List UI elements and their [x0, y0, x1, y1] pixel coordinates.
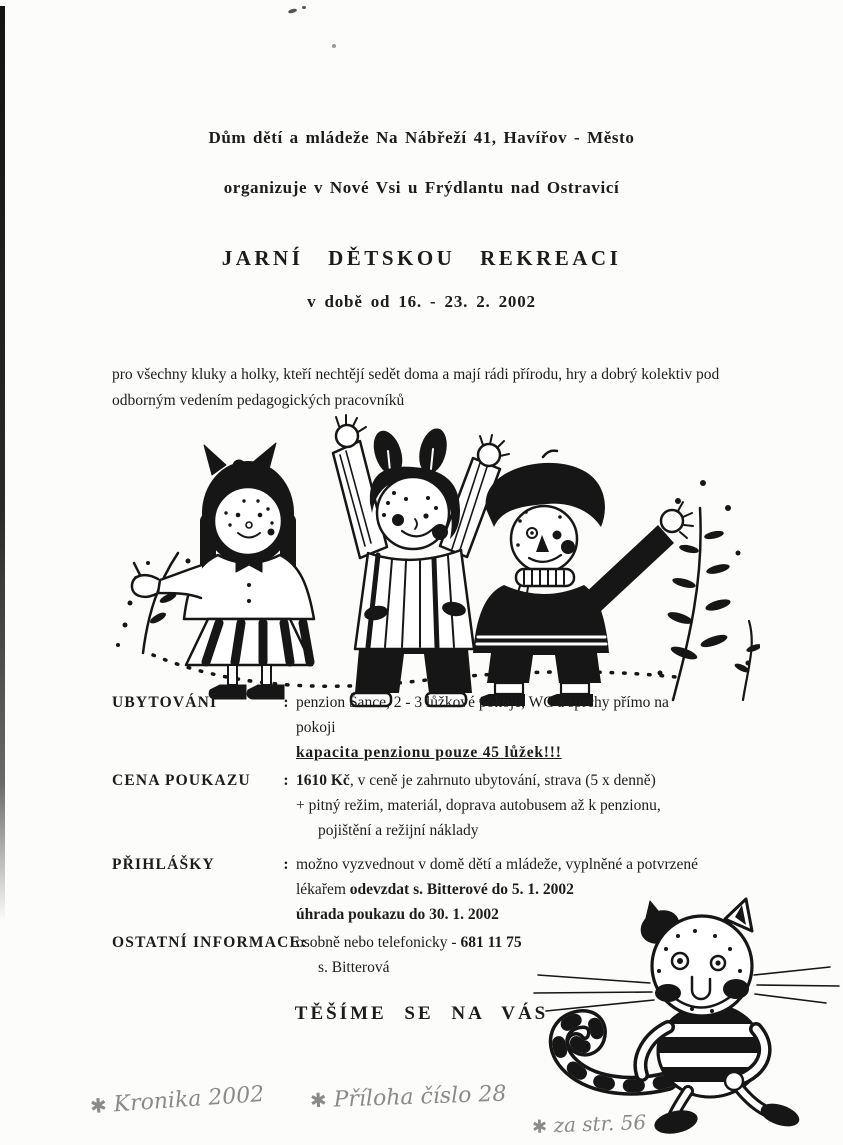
section-ubytovani [112, 690, 802, 765]
note-text: za str. 56 [553, 1110, 647, 1138]
capacity-note: kapacita penzionu pouze 45 lůžek!!! [296, 744, 562, 761]
girl-drawing [132, 443, 314, 699]
text-span: osobně nebo telefonicky - [296, 934, 461, 951]
page-title: JARNÍ DĚTSKOU REKREACI [221, 246, 622, 270]
section-label: UBYTOVÁNÍ [112, 694, 218, 711]
handwritten-note-strana [532, 1110, 647, 1138]
section-label: CENA POUKAZU [112, 772, 251, 789]
asterisk-mark: ✱ [89, 1093, 108, 1119]
middle-boy-drawing [333, 415, 509, 706]
text-line [296, 768, 802, 793]
text-line: + pitný režim, materiál, doprava autobusem až k penzionu, [296, 797, 661, 814]
asterisk-mark: ✱ [531, 1116, 548, 1138]
cat-illustration [530, 891, 843, 1143]
text-line: pojištění a režijní náklady [318, 822, 479, 839]
text-line: možno vyzvednout v domě dětí a mládeže, vyplněné a potvrzené [296, 856, 698, 873]
cat-head [635, 899, 752, 1016]
section-colon: : [283, 856, 289, 873]
contact-person: s. Bitterová [318, 959, 390, 976]
text-line: penzion Šance, 2 - 3 lůžkové pokoje, WC a sprchy přímo na [296, 694, 669, 711]
handwritten-note-priloha [310, 1082, 507, 1114]
right-boy-drawing [473, 451, 693, 706]
deadline-submit: odevzdat s. Bitterové do 5. 1. 2002 [349, 881, 574, 898]
text-span: , v ceně je zahrnuto ubytování, strava (5 x denně) [349, 772, 656, 789]
header-line-2: organizuje v Nové Vsi u Frýdlantu nad Ostravicí [223, 178, 620, 197]
note-text: Kronika 2002 [112, 1081, 266, 1118]
handwritten-note-kronika [89, 1082, 265, 1119]
section-text [296, 768, 802, 843]
scan-speck [288, 8, 298, 14]
header-line-1: Dům dětí a mládeže Na Nábřeží 41, Havířov - Město [208, 128, 635, 147]
section-colon: : [283, 694, 289, 711]
phone-number: 681 11 75 [460, 934, 522, 951]
price-value: 1610 Kč [296, 772, 350, 789]
intro-paragraph: pro všechny kluky a holky, kteří nechtějí sedět doma a mají rádi přírodu, hry a dobrý kolektiv pod odborným vedením pedagogických pracovníků [112, 366, 720, 409]
left-plant-drawing [116, 553, 191, 653]
note-text: Příloha číslo 28 [333, 1081, 507, 1113]
cat-tail [559, 1019, 668, 1086]
section-label: PŘIHLÁŠKY [112, 856, 215, 873]
text-line: pokoji [296, 719, 336, 736]
cat-legs [652, 1089, 802, 1137]
section-colon: : [283, 772, 289, 789]
deadline-payment: úhrada poukazu do 30. 1. 2002 [296, 906, 499, 923]
asterisk-mark: ✱ [309, 1088, 328, 1113]
text-span: lékařem [296, 881, 350, 898]
scan-speck [302, 6, 306, 9]
closing-line: TĚŠÍME SE NA VÁS [294, 1003, 549, 1024]
section-cena-poukazu [112, 768, 802, 843]
event-date: v době od 16. - 23. 2. 2002 [307, 292, 536, 311]
section-label: OSTATNÍ INFORMACE: [112, 934, 308, 951]
children-illustration [88, 413, 760, 710]
section-text [296, 690, 802, 765]
scan-speck [332, 44, 336, 48]
